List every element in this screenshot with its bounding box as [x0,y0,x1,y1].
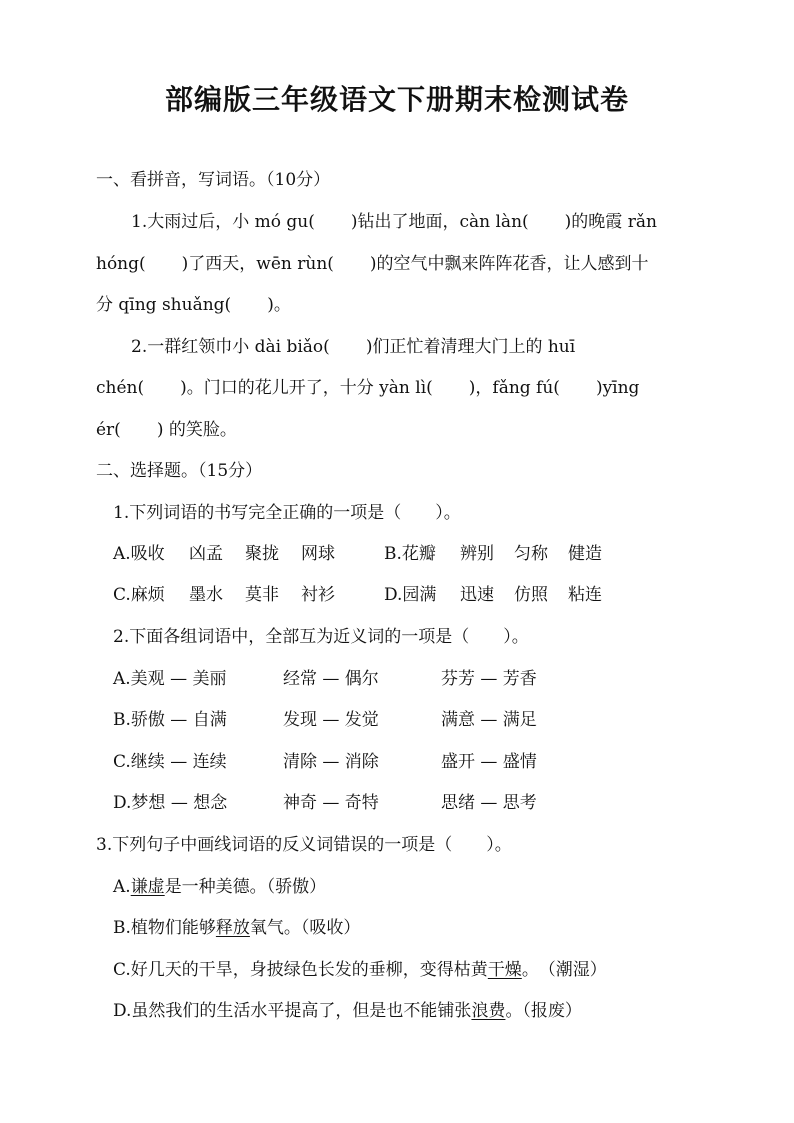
section-heading-1: 一、看拼音，写词语。（10分） [96,170,331,190]
s1-q1-line3: 分 qīng shuǎng( )。 [96,295,291,315]
s2-q1-option-a: A.吸收 凶孟 聚拢 网球 [113,544,335,564]
s1-q1-line1: 1.大雨过后，小 mó gu( )钻出了地面，càn làn( )的晚霞 rǎn [131,212,657,232]
s1-q1-line2: hóng( )了西天，wēn rùn( )的空气中飘来阵阵花香，让人感到十 [96,254,649,274]
s2-q1-option-b: B.花瓣 辨别 匀称 健造 [384,544,602,564]
s2-q2-stem: 2.下面各组词语中，全部互为近义词的一项是（ ）。 [113,627,529,647]
s1-q2-line1: 2.一群红领巾小 dài biǎo( )们正忙着清理大门上的 huī [131,337,576,357]
s2-q3-option-c: C.好几天的干旱，身披绿色长发的垂柳，变得枯黄干燥。 （潮湿） [113,960,607,980]
s2-q2-option-d: D.梦想 — 想念 神奇 — 奇特 思绪 — 思考 [113,793,537,813]
s2-q1-option-c: C.麻烦 墨水 莫非 衬衫 [113,585,335,605]
s2-q2-option-b: B.骄傲 — 自满 发现 — 发觉 满意 — 满足 [113,710,537,730]
s2-q1-option-d: D.园满 迅速 仿照 粘连 [384,585,602,605]
s2-q1-stem: 1.下列词语的书写完全正确的一项是（ ）。 [113,503,461,523]
s2-q3-stem: 3.下列句子中画线词语的反义词错误的一项是（ ）。 [96,835,512,855]
s2-q2-option-a: A.美观 — 美丽 经常 — 偶尔 芬芳 — 芳香 [113,669,537,689]
underlined-word: 浪费 [471,1001,506,1021]
s2-q3-option-a: A.谦虚是一种美德。（骄傲） [113,877,327,897]
section-heading-2: 二、选择题。（15分） [96,461,263,481]
s1-q2-line3: ér( ) 的笑脸。 [96,420,237,440]
s2-q3-option-b: B.植物们能够释放氧气。（吸收） [113,918,361,938]
page-title: 部编版三年级语文下册期末检测试卷 [164,83,629,116]
s2-q3-option-d: D.虽然我们的生活水平提高了，但是也不能铺张浪费。（报废） [113,1001,582,1021]
underlined-word: 干燥 [487,960,522,980]
s1-q2-line2: chén( )。门口的花儿开了，十分 yàn lì( )，fǎng fú( )yīng [96,378,640,398]
s2-q2-option-c: C.继续 — 连续 清除 — 消除 盛开 — 盛情 [113,752,537,772]
underlined-word: 释放 [215,918,250,938]
underlined-word: 谦虚 [130,877,165,897]
